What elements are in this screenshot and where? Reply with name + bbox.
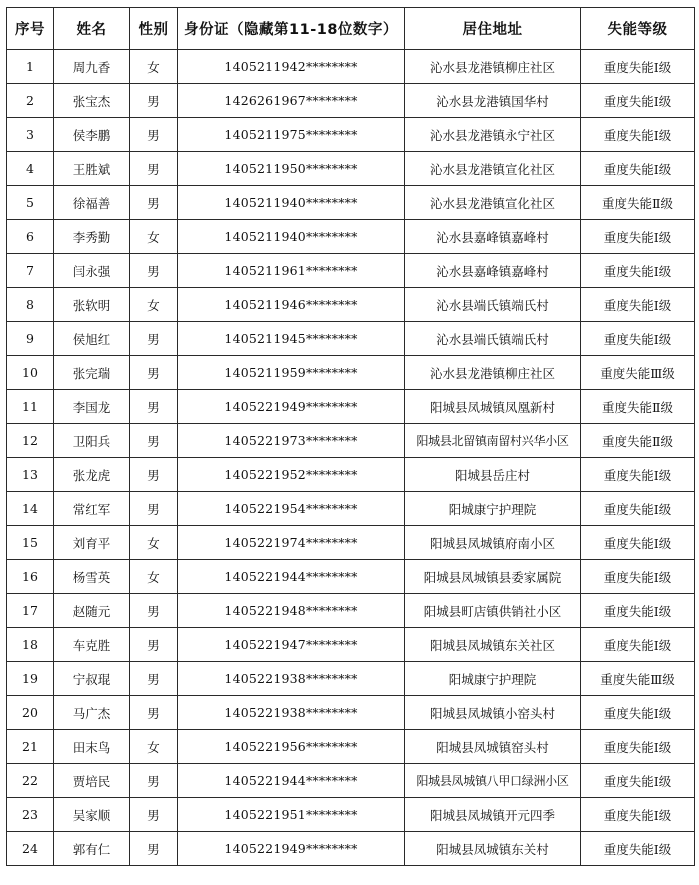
table-row bbox=[7, 594, 695, 628]
cell-disability-level: 重度失能Ⅲ级 bbox=[581, 662, 695, 696]
cell-gender: 男 bbox=[130, 254, 178, 288]
cell-name: 张软明 bbox=[54, 288, 130, 322]
cell-no: 11 bbox=[7, 390, 54, 424]
cell-id-number: 1405211940******** bbox=[178, 186, 405, 220]
cell-id-number: 1405221956******** bbox=[178, 730, 405, 764]
cell-name: 徐福善 bbox=[54, 186, 130, 220]
cell-disability-level: 重度失能Ⅰ级 bbox=[581, 458, 695, 492]
cell-disability-level: 重度失能Ⅲ级 bbox=[581, 356, 695, 390]
cell-address: 沁水县嘉峰镇嘉峰村 bbox=[405, 220, 581, 254]
cell-no: 15 bbox=[7, 526, 54, 560]
cell-address: 阳城县凤城镇凤凰新村 bbox=[405, 390, 581, 424]
cell-gender: 男 bbox=[130, 764, 178, 798]
cell-id-number: 1405221949******** bbox=[178, 832, 405, 866]
cell-disability-level: 重度失能Ⅰ级 bbox=[581, 560, 695, 594]
cell-disability-level: 重度失能Ⅰ级 bbox=[581, 254, 695, 288]
cell-id-number: 1405221952******** bbox=[178, 458, 405, 492]
cell-id-number: 1405221944******** bbox=[178, 560, 405, 594]
cell-disability-level: 重度失能Ⅰ级 bbox=[581, 798, 695, 832]
table-row bbox=[7, 322, 695, 356]
cell-no: 21 bbox=[7, 730, 54, 764]
cell-gender: 男 bbox=[130, 798, 178, 832]
cell-id-number: 1405221954******** bbox=[178, 492, 405, 526]
cell-name: 常红军 bbox=[54, 492, 130, 526]
cell-name: 李秀勤 bbox=[54, 220, 130, 254]
cell-id-number: 1426261967******** bbox=[178, 84, 405, 118]
cell-address: 阳城县凤城镇东关村 bbox=[405, 832, 581, 866]
cell-address: 阳城县凤城镇开元四季 bbox=[405, 798, 581, 832]
table-row bbox=[7, 764, 695, 798]
cell-name: 赵随元 bbox=[54, 594, 130, 628]
cell-gender: 女 bbox=[130, 288, 178, 322]
table-row bbox=[7, 458, 695, 492]
cell-gender: 女 bbox=[130, 526, 178, 560]
table-row bbox=[7, 628, 695, 662]
cell-id-number: 1405211946******** bbox=[178, 288, 405, 322]
cell-name: 杨雪英 bbox=[54, 560, 130, 594]
cell-address: 阳城县凤城镇府南小区 bbox=[405, 526, 581, 560]
table-row bbox=[7, 798, 695, 832]
table-row bbox=[7, 288, 695, 322]
cell-address: 阳城县凤城镇窑头村 bbox=[405, 730, 581, 764]
cell-gender: 男 bbox=[130, 84, 178, 118]
cell-name: 吴家顺 bbox=[54, 798, 130, 832]
cell-gender: 男 bbox=[130, 492, 178, 526]
cell-id-number: 1405221944******** bbox=[178, 764, 405, 798]
cell-address: 沁水县龙港镇柳庄社区 bbox=[405, 356, 581, 390]
cell-disability-level: 重度失能Ⅱ级 bbox=[581, 390, 695, 424]
cell-address: 阳城县凤城镇东关社区 bbox=[405, 628, 581, 662]
cell-disability-level: 重度失能Ⅰ级 bbox=[581, 628, 695, 662]
cell-disability-level: 重度失能Ⅰ级 bbox=[581, 84, 695, 118]
cell-no: 12 bbox=[7, 424, 54, 458]
cell-name: 张龙虎 bbox=[54, 458, 130, 492]
cell-gender: 男 bbox=[130, 424, 178, 458]
cell-no: 3 bbox=[7, 118, 54, 152]
cell-disability-level: 重度失能Ⅱ级 bbox=[581, 424, 695, 458]
cell-disability-level: 重度失能Ⅰ级 bbox=[581, 322, 695, 356]
table-row bbox=[7, 84, 695, 118]
table-row bbox=[7, 424, 695, 458]
table-row bbox=[7, 390, 695, 424]
table-row bbox=[7, 560, 695, 594]
cell-id-number: 1405221951******** bbox=[178, 798, 405, 832]
cell-name: 郭有仁 bbox=[54, 832, 130, 866]
cell-gender: 男 bbox=[130, 662, 178, 696]
cell-gender: 女 bbox=[130, 560, 178, 594]
header-gender: 性别 bbox=[130, 8, 178, 50]
table-row bbox=[7, 152, 695, 186]
table-row bbox=[7, 254, 695, 288]
cell-id-number: 1405221938******** bbox=[178, 662, 405, 696]
cell-disability-level: 重度失能Ⅰ级 bbox=[581, 696, 695, 730]
cell-no: 4 bbox=[7, 152, 54, 186]
cell-address: 阳城县凤城镇县委家属院 bbox=[405, 560, 581, 594]
cell-address: 阳城康宁护理院 bbox=[405, 662, 581, 696]
table-header-row bbox=[7, 8, 695, 50]
cell-address: 沁水县嘉峰镇嘉峰村 bbox=[405, 254, 581, 288]
cell-disability-level: 重度失能Ⅱ级 bbox=[581, 186, 695, 220]
table-row bbox=[7, 186, 695, 220]
cell-name: 马广杰 bbox=[54, 696, 130, 730]
header-name: 姓名 bbox=[54, 8, 130, 50]
cell-id-number: 1405221947******** bbox=[178, 628, 405, 662]
cell-disability-level: 重度失能Ⅰ级 bbox=[581, 730, 695, 764]
cell-disability-level: 重度失能Ⅰ级 bbox=[581, 594, 695, 628]
cell-gender: 女 bbox=[130, 50, 178, 84]
cell-id-number: 1405211942******** bbox=[178, 50, 405, 84]
table-row bbox=[7, 696, 695, 730]
cell-address: 阳城康宁护理院 bbox=[405, 492, 581, 526]
cell-address: 沁水县龙港镇宣化社区 bbox=[405, 152, 581, 186]
cell-id-number: 1405211940******** bbox=[178, 220, 405, 254]
header-no: 序号 bbox=[7, 8, 54, 50]
table-row bbox=[7, 50, 695, 84]
cell-gender: 男 bbox=[130, 696, 178, 730]
cell-no: 1 bbox=[7, 50, 54, 84]
cell-no: 9 bbox=[7, 322, 54, 356]
cell-id-number: 1405221973******** bbox=[178, 424, 405, 458]
cell-name: 张完瑞 bbox=[54, 356, 130, 390]
cell-address: 沁水县端氏镇端氏村 bbox=[405, 322, 581, 356]
table-row bbox=[7, 730, 695, 764]
cell-no: 24 bbox=[7, 832, 54, 866]
table-row bbox=[7, 526, 695, 560]
cell-name: 刘育平 bbox=[54, 526, 130, 560]
cell-no: 14 bbox=[7, 492, 54, 526]
cell-gender: 男 bbox=[130, 390, 178, 424]
cell-address: 沁水县端氏镇端氏村 bbox=[405, 288, 581, 322]
cell-id-number: 1405221974******** bbox=[178, 526, 405, 560]
cell-address: 沁水县龙港镇宣化社区 bbox=[405, 186, 581, 220]
cell-gender: 男 bbox=[130, 322, 178, 356]
cell-no: 2 bbox=[7, 84, 54, 118]
cell-id-number: 1405211961******** bbox=[178, 254, 405, 288]
cell-gender: 男 bbox=[130, 186, 178, 220]
cell-no: 22 bbox=[7, 764, 54, 798]
table-row bbox=[7, 118, 695, 152]
cell-name: 田末鸟 bbox=[54, 730, 130, 764]
cell-gender: 男 bbox=[130, 832, 178, 866]
table-row bbox=[7, 832, 695, 866]
cell-address: 沁水县龙港镇柳庄社区 bbox=[405, 50, 581, 84]
cell-disability-level: 重度失能Ⅰ级 bbox=[581, 288, 695, 322]
cell-no: 16 bbox=[7, 560, 54, 594]
table-row bbox=[7, 492, 695, 526]
cell-no: 5 bbox=[7, 186, 54, 220]
cell-address: 阳城县岳庄村 bbox=[405, 458, 581, 492]
cell-address: 阳城县北留镇南留村兴华小区 bbox=[405, 424, 581, 458]
cell-name: 周九香 bbox=[54, 50, 130, 84]
cell-name: 张宝杰 bbox=[54, 84, 130, 118]
cell-disability-level: 重度失能Ⅰ级 bbox=[581, 832, 695, 866]
cell-no: 17 bbox=[7, 594, 54, 628]
cell-address: 阳城县凤城镇八甲口绿洲小区 bbox=[405, 764, 581, 798]
cell-gender: 男 bbox=[130, 594, 178, 628]
cell-name: 闫永强 bbox=[54, 254, 130, 288]
header-id: 身份证（隐藏第11-18位数字） bbox=[178, 8, 405, 50]
cell-id-number: 1405211959******** bbox=[178, 356, 405, 390]
cell-disability-level: 重度失能Ⅰ级 bbox=[581, 526, 695, 560]
table-body bbox=[7, 50, 695, 866]
table-row bbox=[7, 662, 695, 696]
cell-no: 8 bbox=[7, 288, 54, 322]
cell-disability-level: 重度失能Ⅰ级 bbox=[581, 764, 695, 798]
cell-address: 阳城县町店镇供销社小区 bbox=[405, 594, 581, 628]
cell-disability-level: 重度失能Ⅰ级 bbox=[581, 118, 695, 152]
cell-id-number: 1405221948******** bbox=[178, 594, 405, 628]
cell-name: 侯旭红 bbox=[54, 322, 130, 356]
cell-disability-level: 重度失能Ⅰ级 bbox=[581, 220, 695, 254]
cell-disability-level: 重度失能Ⅰ级 bbox=[581, 152, 695, 186]
cell-gender: 男 bbox=[130, 458, 178, 492]
table-row bbox=[7, 356, 695, 390]
cell-gender: 男 bbox=[130, 152, 178, 186]
disability-roster-table bbox=[6, 7, 695, 866]
cell-name: 卫阳兵 bbox=[54, 424, 130, 458]
cell-id-number: 1405211950******** bbox=[178, 152, 405, 186]
cell-no: 6 bbox=[7, 220, 54, 254]
cell-no: 18 bbox=[7, 628, 54, 662]
cell-id-number: 1405211975******** bbox=[178, 118, 405, 152]
cell-gender: 男 bbox=[130, 356, 178, 390]
cell-no: 10 bbox=[7, 356, 54, 390]
cell-id-number: 1405221949******** bbox=[178, 390, 405, 424]
cell-no: 7 bbox=[7, 254, 54, 288]
cell-id-number: 1405211945******** bbox=[178, 322, 405, 356]
header-address: 居住地址 bbox=[405, 8, 581, 50]
cell-no: 20 bbox=[7, 696, 54, 730]
cell-no: 19 bbox=[7, 662, 54, 696]
header-level: 失能等级 bbox=[581, 8, 695, 50]
cell-no: 23 bbox=[7, 798, 54, 832]
cell-name: 李国龙 bbox=[54, 390, 130, 424]
table-row bbox=[7, 220, 695, 254]
cell-disability-level: 重度失能Ⅰ级 bbox=[581, 492, 695, 526]
cell-gender: 女 bbox=[130, 730, 178, 764]
cell-address: 沁水县龙港镇永宁社区 bbox=[405, 118, 581, 152]
cell-address: 沁水县龙港镇国华村 bbox=[405, 84, 581, 118]
cell-name: 车克胜 bbox=[54, 628, 130, 662]
cell-gender: 女 bbox=[130, 220, 178, 254]
cell-address: 阳城县凤城镇小窑头村 bbox=[405, 696, 581, 730]
cell-name: 侯李鹏 bbox=[54, 118, 130, 152]
cell-name: 贾培民 bbox=[54, 764, 130, 798]
cell-no: 13 bbox=[7, 458, 54, 492]
cell-gender: 男 bbox=[130, 628, 178, 662]
cell-name: 宁叔琨 bbox=[54, 662, 130, 696]
cell-name: 王胜斌 bbox=[54, 152, 130, 186]
cell-gender: 男 bbox=[130, 118, 178, 152]
cell-id-number: 1405221938******** bbox=[178, 696, 405, 730]
cell-disability-level: 重度失能Ⅰ级 bbox=[581, 50, 695, 84]
